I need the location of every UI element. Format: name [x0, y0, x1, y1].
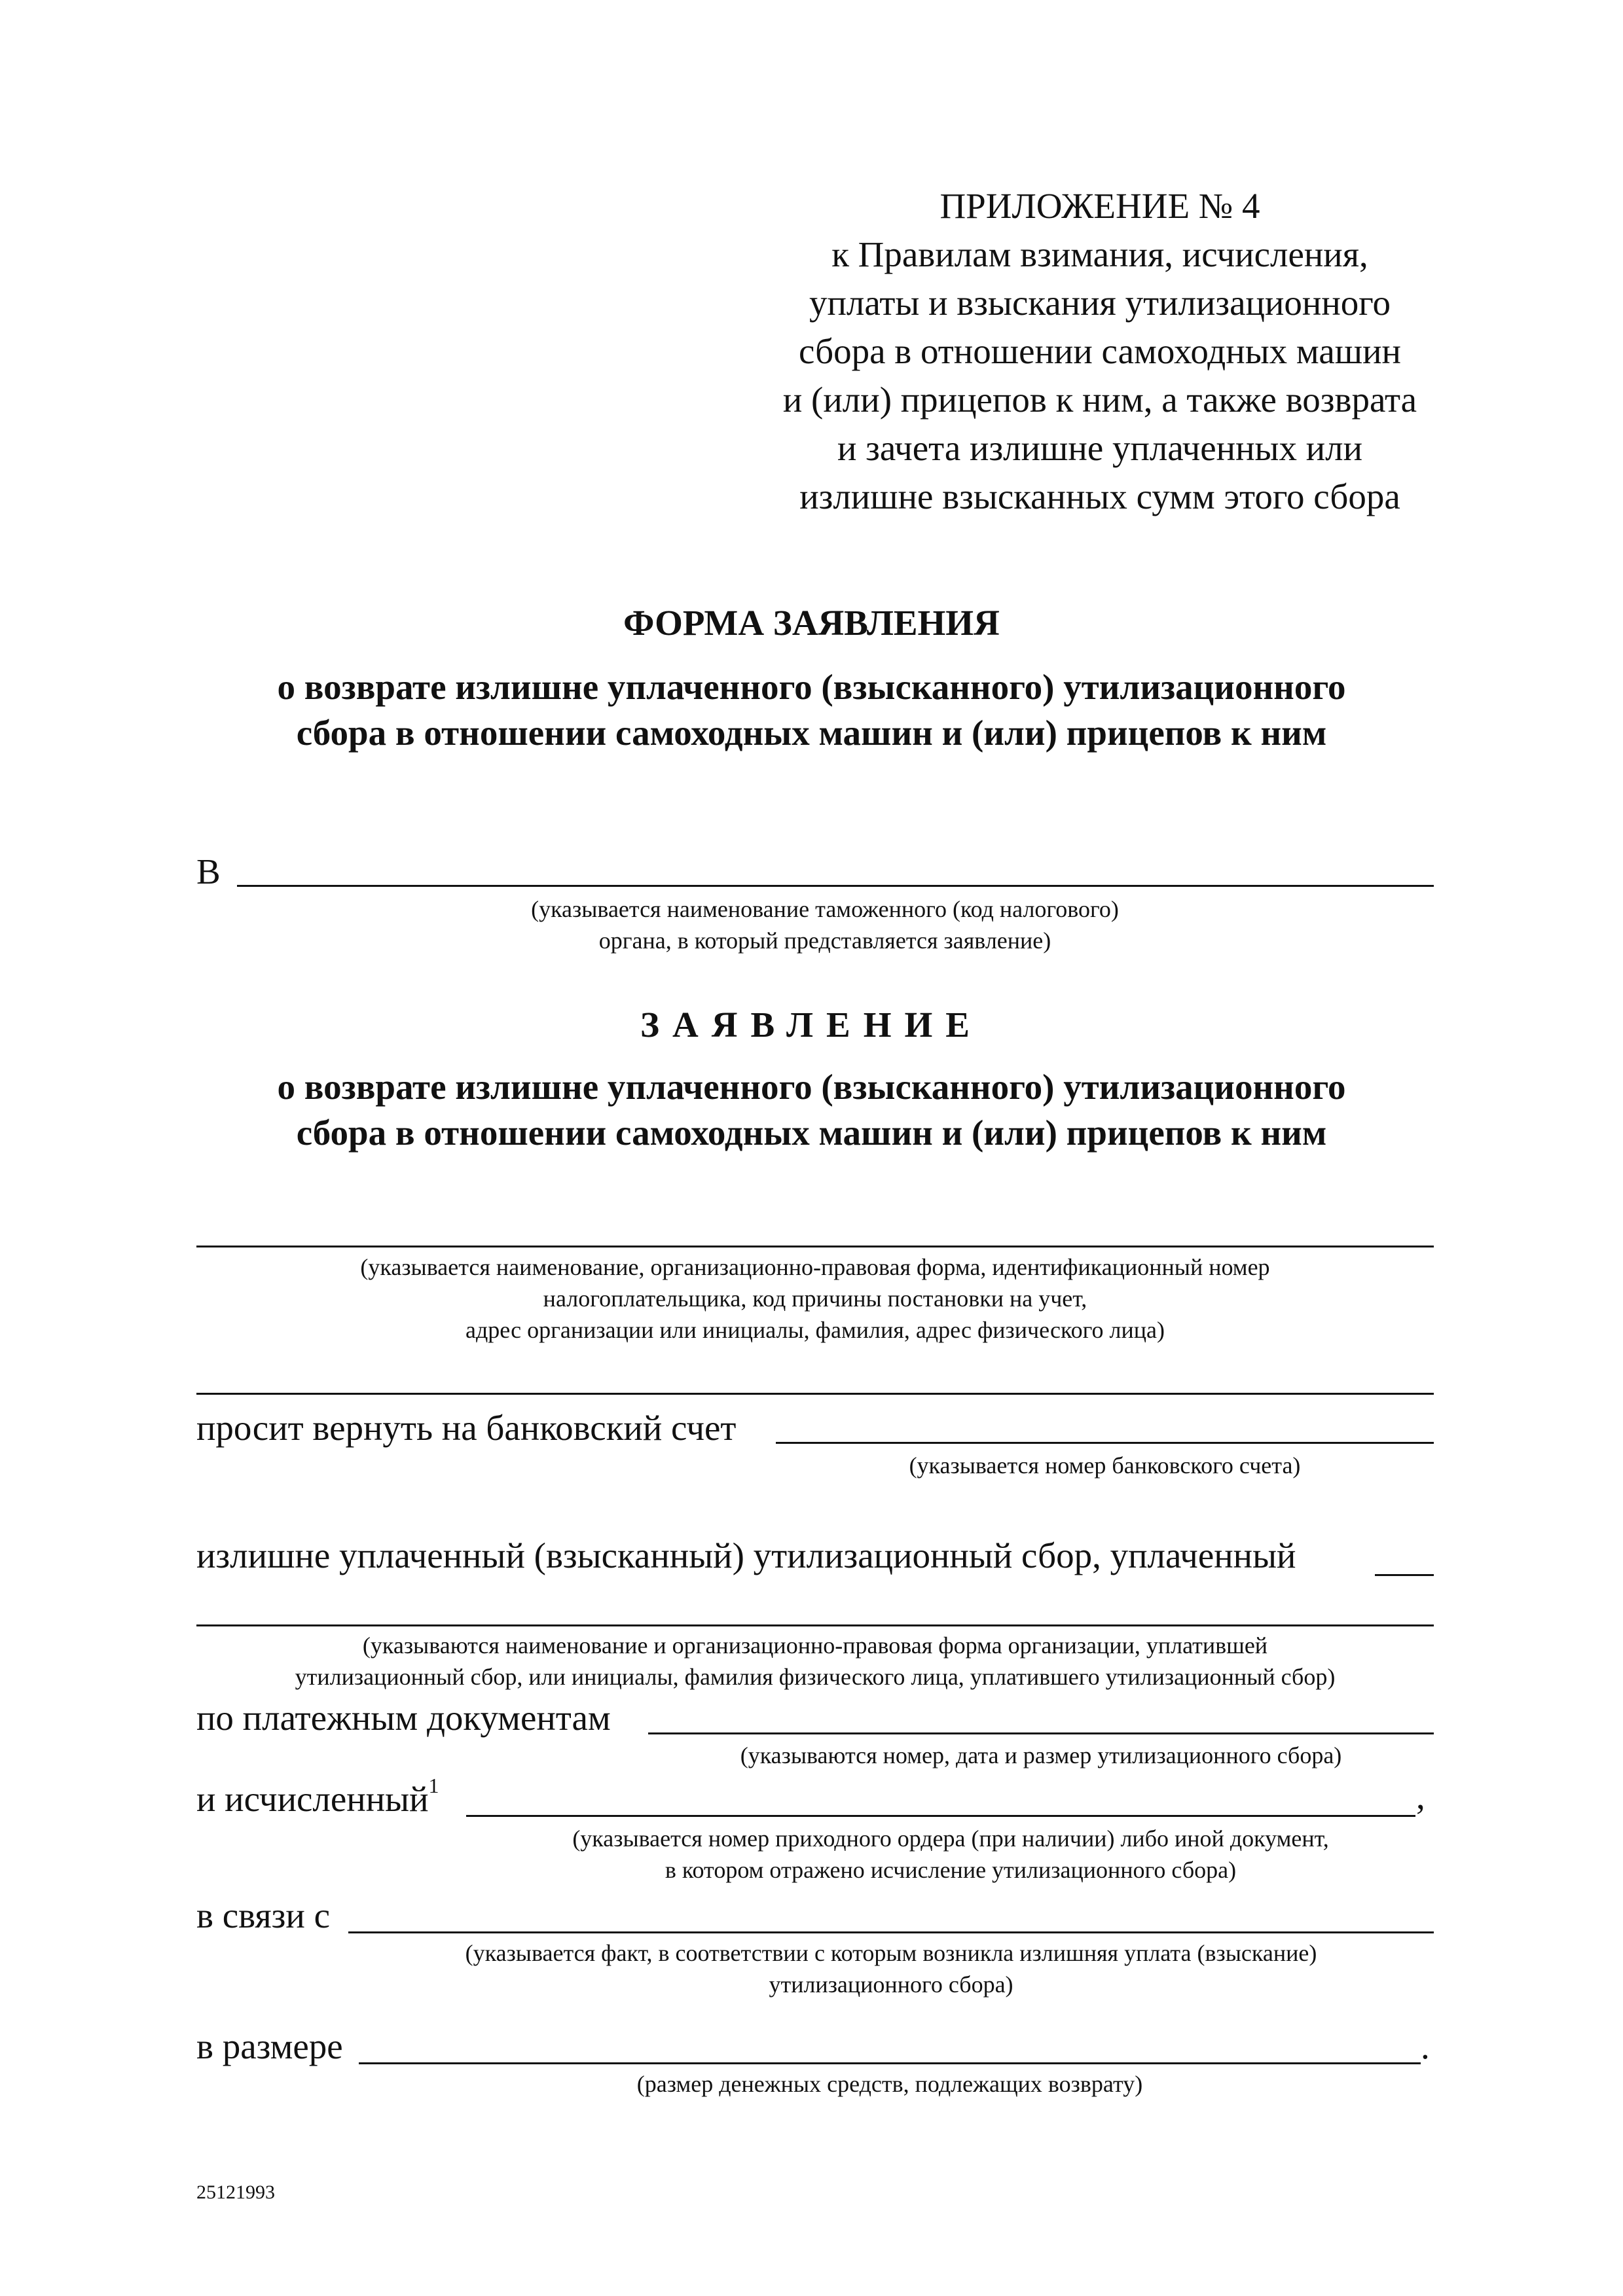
appendix-line: и (или) прицепов к ним, а также возврата	[782, 380, 1417, 420]
applicant-field-line-2[interactable]	[196, 1393, 1434, 1395]
reason-hint: (указывается факт, в соответствии с которым возникла излишняя уплата (взыскание) утилизационного сбора)	[465, 1940, 1317, 1998]
amount-field-line[interactable]	[359, 2062, 1421, 2064]
footnote-marker: 1	[428, 1774, 439, 1797]
form-subtitle-line: о возврате излишне уплаченного (взысканного) утилизационного	[277, 667, 1346, 707]
form-subtitle	[0, 664, 1623, 756]
form-title: ФОРМА ЗАЯВЛЕНИЯ	[623, 603, 1000, 643]
statement-subtitle	[0, 1064, 1623, 1156]
payment-docs-label: по платежным документам	[196, 1698, 611, 1738]
document-number: 25121993	[196, 2181, 275, 2203]
bank-account-field-line[interactable]	[776, 1442, 1434, 1444]
applicant-hint: (указывается наименование, организационно-правовая форма, идентификационный номер налогоплательщика, код причины постановки на учет, адрес организации или инициалы, фамилия, адрес физического лица)	[360, 1254, 1270, 1343]
appendix-line: уплаты и взыскания утилизационного	[809, 283, 1391, 323]
reason-field-line[interactable]	[348, 1931, 1434, 1933]
appendix-line: к Правилам взимания, исчисления,	[831, 234, 1368, 274]
appendix-line: и зачета излишне уплаченных или	[837, 428, 1363, 468]
recipient-field-line[interactable]	[237, 885, 1434, 887]
amount-trailing-period: .	[1421, 2026, 1430, 2066]
applicant-field-line[interactable]	[196, 1246, 1434, 1247]
amount-label: в размере	[196, 2026, 343, 2066]
calculated-trailing-comma: ,	[1416, 1776, 1425, 1816]
recipient-label: В	[196, 852, 221, 891]
appendix-line: сбора в отношении самоходных машин	[799, 331, 1401, 371]
statement-title: ЗАЯВЛЕНИЕ	[640, 1005, 983, 1045]
amount-hint: (размер денежных средств, подлежащих возврату)	[636, 2071, 1143, 2097]
calculated-label: и исчисленный$^1$	[196, 1774, 439, 1819]
bank-account-hint: (указывается номер банковского счета)	[909, 1452, 1301, 1479]
payer-field-line[interactable]	[1375, 1574, 1434, 1576]
payment-docs-hint: (указываются номер, дата и размер утилизационного сбора)	[740, 1742, 1342, 1768]
payer-label: излишне уплаченный (взысканный) утилизационный сбор, уплаченный	[196, 1535, 1296, 1575]
appendix-header	[717, 182, 1483, 521]
appendix-line: ПРИЛОЖЕНИЕ № 4	[939, 186, 1260, 226]
statement-subtitle-line: о возврате излишне уплаченного (взысканного) утилизационного	[277, 1067, 1346, 1107]
calculated-hint: (указывается номер приходного ордера (при наличии) либо иной документ, в котором отражено исчисление утилизационного сбора)	[572, 1825, 1329, 1883]
payment-docs-field-line[interactable]	[648, 1732, 1434, 1734]
calculated-field-line[interactable]	[466, 1815, 1415, 1817]
bank-account-label: просит вернуть на банковский счет	[196, 1408, 737, 1448]
reason-label: в связи с	[196, 1895, 330, 1935]
appendix-line: излишне взысканных сумм этого сбора	[799, 476, 1400, 516]
payer-field-line-2[interactable]	[196, 1624, 1434, 1626]
statement-subtitle-line: сбора в отношении самоходных машин и (или) прицепов к ним	[296, 1113, 1327, 1153]
form-subtitle-line: сбора в отношении самоходных машин и (или) прицепов к ним	[296, 713, 1327, 753]
recipient-hint: (указывается наименование таможенного (код налогового) органа, в который представляется заявление)	[531, 896, 1119, 954]
payer-hint: (указываются наименование и организационно-правовая форма организации, уплатившей утилизационный сбор, или инициалы, фамилия физического лица, уплатившего утилизационный сбор)	[295, 1632, 1336, 1690]
